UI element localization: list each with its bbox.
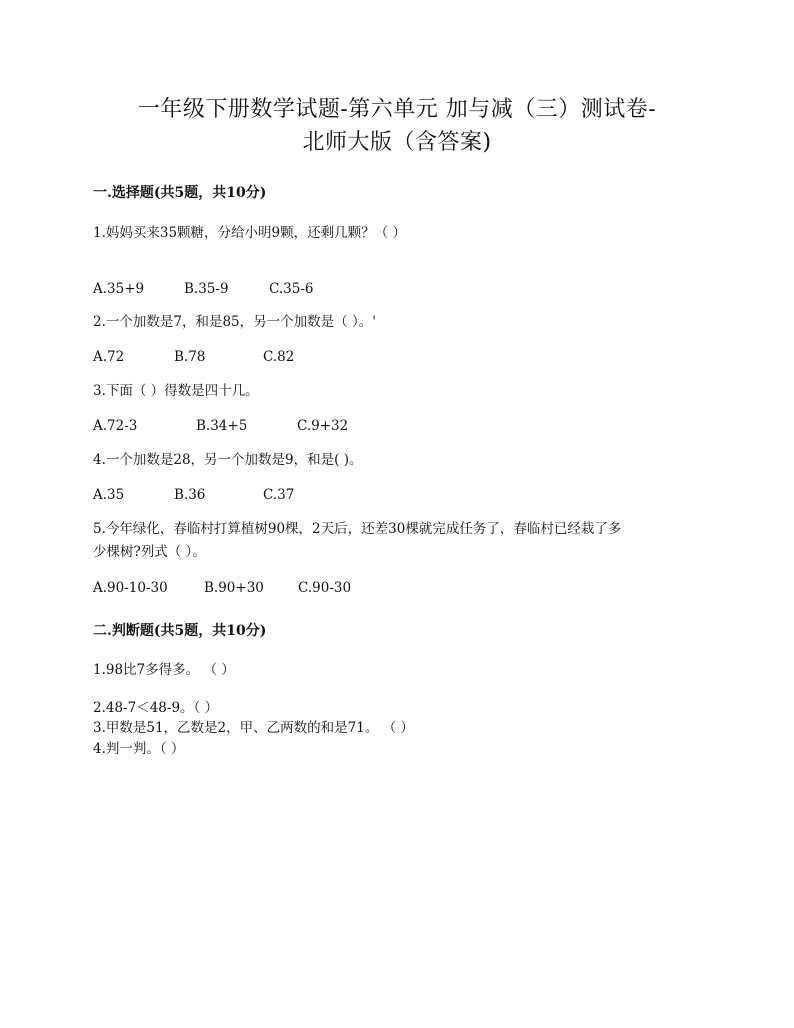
option-b: B.34+5	[196, 418, 248, 434]
question-2: 2.一个加数是7，和是85，另一个加数是（ ）。'	[93, 314, 376, 330]
option-a: A.72-3	[93, 418, 138, 434]
option-a: A.72	[93, 349, 125, 365]
option-a: A.35+9	[93, 281, 145, 297]
judge-question-3: 3.甲数是51，乙数是2，甲、乙两数的和是71。 （ ）	[93, 720, 414, 736]
option-b: B.35-9	[184, 281, 229, 297]
judge-question-2: 2.48-7＜48-9。（ ）	[93, 700, 219, 716]
option-a: A.90-10-30	[93, 580, 168, 596]
question-4: 4.一个加数是28，另一个加数是9，和是( )。	[93, 452, 363, 468]
option-b: B.90+30	[204, 580, 264, 596]
option-c: C.90-30	[298, 580, 352, 596]
question-1: 1.妈妈买来35颗糖，分给小明9颗，还剩几颗？（ ）	[93, 225, 406, 241]
section2-heading: 二.判断题(共5题，共10分)	[93, 623, 267, 639]
page-title-line1: 一年级下册数学试题-第六单元 加与减（三）测试卷-	[137, 97, 657, 122]
judge-question-1: 1.98比7多得多。 （ ）	[93, 662, 235, 678]
page-title-line2: 北师大版（含答案)	[302, 130, 492, 155]
question-5-line2: 少棵树?列式（ ）。	[93, 544, 206, 560]
option-b: B.36	[174, 487, 206, 503]
judge-question-4: 4.判一判。（ ）	[93, 741, 185, 757]
option-c: C.82	[263, 349, 295, 365]
question-5-line1: 5.今年绿化，春临村打算植树90棵，2天后，还差30棵就完成任务了，春临村已经栽了多	[93, 521, 622, 537]
option-c: C.9+32	[297, 418, 349, 434]
option-c: C.37	[263, 487, 295, 503]
option-a: A.35	[93, 487, 125, 503]
option-b: B.78	[174, 349, 206, 365]
question-3: 3.下面（ ）得数是四十几。	[93, 383, 259, 399]
option-c: C.35-6	[269, 281, 314, 297]
section1-heading: 一.选择题(共5题，共10分)	[93, 185, 267, 201]
